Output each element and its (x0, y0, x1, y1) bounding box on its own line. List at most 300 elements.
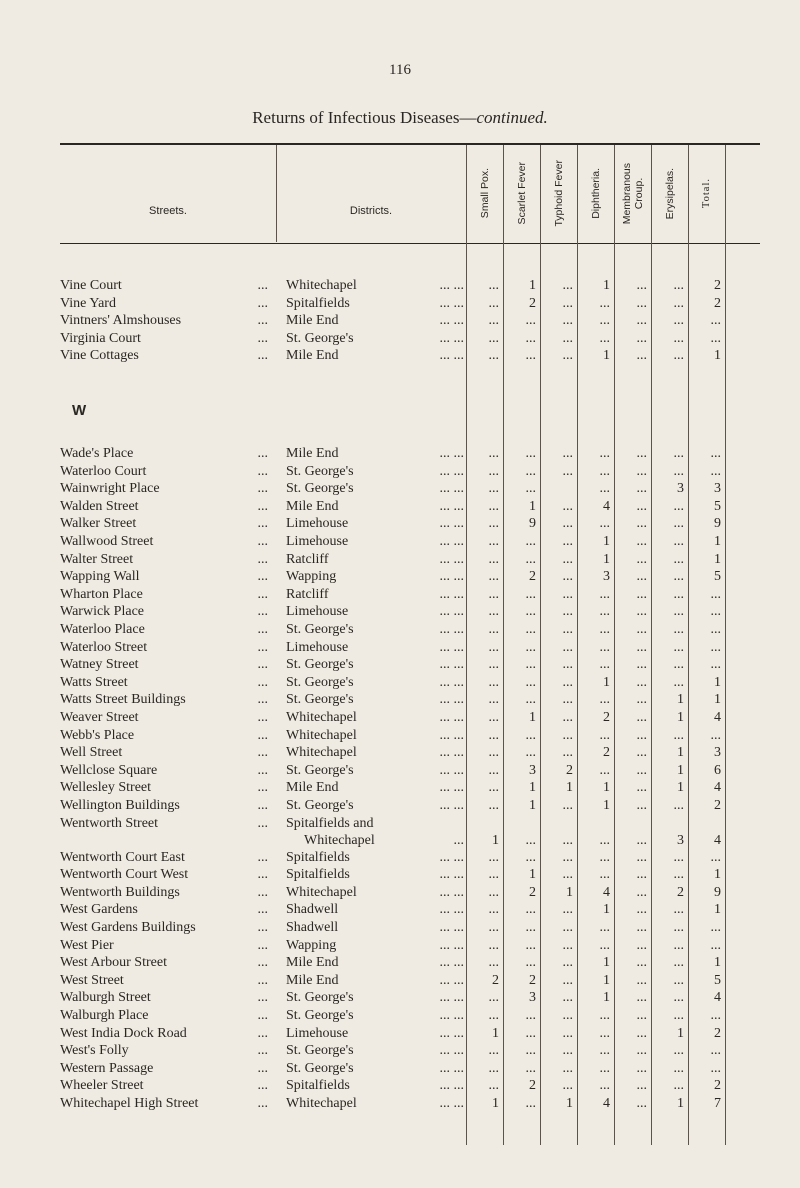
cell-total: ... (710, 657, 721, 673)
leader-dots: ... (257, 990, 268, 1006)
cell-scarlet-fever: ... (525, 692, 536, 708)
cell-typhoid-fever: ... (562, 727, 573, 743)
cell-typhoid-fever: ... (562, 972, 573, 988)
district-name: Mile End (286, 347, 345, 364)
district-name: St. George's (286, 1007, 360, 1024)
leader-dots: ... ... (439, 463, 464, 479)
header-erysipelas (651, 145, 688, 242)
district-name: St. George's (286, 797, 360, 814)
cell-diphtheria: 4 (603, 1096, 610, 1111)
cell-erysipelas: ... (673, 1078, 684, 1094)
table-row (0, 568, 800, 585)
leader-dots: ... (257, 604, 268, 620)
cell-scarlet-fever: ... (525, 1043, 536, 1059)
cell-scarlet-fever: ... (525, 586, 536, 602)
cell-typhoid-fever: ... (562, 534, 573, 549)
cell-membranous-croup: ... (636, 710, 647, 725)
cell-typhoid-fever: ... (562, 1025, 573, 1041)
district-name: Mile End (286, 445, 345, 462)
cell-typhoid-fever: ... (562, 1008, 573, 1023)
street-name: Watts Street Buildings (60, 691, 192, 708)
table-row (0, 919, 800, 936)
cell-typhoid-fever: ... (562, 569, 573, 585)
street-name: Western Passage (60, 1060, 159, 1077)
leader-dots: ... (257, 762, 268, 778)
leader-dots: ... (257, 1078, 268, 1094)
cell-membranous-croup: ... (636, 639, 647, 655)
cell-typhoid-fever: ... (562, 1043, 573, 1059)
leader-dots: ... (257, 569, 268, 585)
cell-membranous-croup: ... (636, 1025, 647, 1041)
street-name: Walburgh Street (60, 989, 157, 1006)
cell-scarlet-fever: ... (525, 604, 536, 620)
district-name: Ratcliff (286, 551, 335, 568)
leader-dots: ... ... (439, 481, 464, 497)
cell-diphtheria: 1 (603, 278, 610, 293)
street-name: West's Folly (60, 1042, 135, 1059)
cell-total: 9 (714, 884, 721, 900)
cell-smallpox: ... (488, 348, 499, 364)
leader-dots: ... (257, 1025, 268, 1041)
leader-dots: ... (453, 832, 464, 848)
cell-diphtheria: ... (599, 657, 610, 673)
cell-diphtheria: ... (599, 1008, 610, 1023)
district-name: Limehouse (286, 515, 354, 532)
cell-smallpox: ... (488, 586, 499, 602)
leader-dots: ... (257, 1060, 268, 1076)
street-name: Walter Street (60, 551, 139, 568)
cell-total: 1 (714, 692, 721, 708)
leader-dots: ... ... (439, 534, 464, 549)
cell-erysipelas: ... (673, 639, 684, 655)
cell-erysipelas: ... (673, 674, 684, 690)
cell-erysipelas: ... (673, 516, 684, 532)
title-text: Returns of Infectious Diseases— (252, 108, 477, 127)
leader-dots: ... ... (439, 657, 464, 673)
cell-scarlet-fever: ... (525, 1060, 536, 1076)
district-name: Spitalfields (286, 1077, 356, 1094)
district-name: Mile End (286, 498, 345, 515)
cell-typhoid-fever: ... (562, 622, 573, 637)
leader-dots: ... ... (439, 762, 464, 778)
cell-erysipelas: ... (673, 902, 684, 918)
street-name: Wellclose Square (60, 762, 163, 779)
cell-smallpox: ... (488, 902, 499, 918)
header-diphtheria (577, 145, 614, 242)
cell-erysipelas: ... (673, 295, 684, 311)
cell-membranous-croup: ... (636, 745, 647, 761)
cell-membranous-croup: ... (636, 657, 647, 673)
table-row (0, 347, 800, 364)
table-row (0, 639, 800, 656)
leader-dots: ... ... (439, 972, 464, 988)
cell-diphtheria: ... (599, 604, 610, 620)
cell-erysipelas: ... (673, 657, 684, 673)
cell-scarlet-fever: 1 (529, 780, 536, 796)
cell-typhoid-fever: ... (562, 639, 573, 655)
street-name: Walburgh Place (60, 1007, 154, 1024)
table-row (0, 1025, 800, 1042)
cell-scarlet-fever: 3 (529, 990, 536, 1006)
leader-dots: ... (257, 446, 268, 461)
leader-dots: ... (257, 330, 268, 346)
table-row (0, 656, 800, 673)
page-number: 116 (389, 62, 411, 78)
cell-erysipelas: ... (673, 569, 684, 585)
street-name: West Pier (60, 937, 120, 954)
cell-scarlet-fever: ... (525, 920, 536, 935)
cell-smallpox: 1 (492, 1096, 499, 1111)
table-row (0, 1077, 800, 1094)
cell-diphtheria: ... (599, 1043, 610, 1059)
cell-membranous-croup: ... (636, 990, 647, 1006)
cell-total: 4 (714, 832, 721, 848)
leader-dots: ... ... (439, 745, 464, 761)
cell-diphtheria: ... (599, 516, 610, 532)
street-name: Wentworth Court East (60, 849, 191, 866)
cell-typhoid-fever: 1 (566, 884, 573, 900)
cell-membranous-croup: ... (636, 313, 647, 329)
leader-dots: ... (257, 902, 268, 918)
district-name: Limehouse (286, 603, 354, 620)
cell-total: ... (710, 937, 721, 953)
table-row (0, 551, 800, 568)
cell-typhoid-fever: ... (562, 920, 573, 935)
cell-erysipelas: ... (673, 278, 684, 293)
cell-total: ... (710, 1060, 721, 1076)
leader-dots: ... (257, 657, 268, 673)
cell-total: 1 (714, 551, 721, 567)
district-name: St. George's (286, 330, 360, 347)
street-name: Vine Cottages (60, 347, 145, 364)
cell-total: 3 (714, 481, 721, 497)
cell-total: 2 (714, 295, 721, 311)
cell-membranous-croup: ... (636, 867, 647, 883)
cell-total: 1 (714, 867, 721, 883)
cell-smallpox: ... (488, 884, 499, 900)
cell-smallpox: ... (488, 551, 499, 567)
district-name: Wapping (286, 937, 342, 954)
table-row (0, 937, 800, 954)
district-name: Limehouse (286, 1025, 354, 1042)
cell-total: 1 (714, 534, 721, 549)
cell-membranous-croup: ... (636, 604, 647, 620)
cell-diphtheria: ... (599, 481, 610, 497)
cell-membranous-croup: ... (636, 1008, 647, 1023)
cell-membranous-croup: ... (636, 498, 647, 514)
street-name: Waterloo Street (60, 639, 153, 656)
cell-smallpox: ... (488, 313, 499, 329)
cell-diphtheria: ... (599, 692, 610, 708)
leader-dots: ... ... (439, 710, 464, 725)
cell-typhoid-fever: ... (562, 516, 573, 532)
cell-typhoid-fever: ... (562, 955, 573, 971)
cell-erysipelas: ... (673, 727, 684, 743)
table-row (0, 901, 800, 918)
leader-dots: ... ... (439, 1060, 464, 1076)
cell-typhoid-fever: ... (562, 798, 573, 813)
cell-membranous-croup: ... (636, 674, 647, 690)
leader-dots: ... ... (439, 727, 464, 743)
cell-typhoid-fever: ... (562, 937, 573, 953)
cell-diphtheria: ... (599, 622, 610, 637)
cell-diphtheria: 4 (603, 498, 610, 514)
cell-typhoid-fever: ... (562, 463, 573, 479)
cell-erysipelas: ... (673, 798, 684, 813)
cell-diphtheria: 1 (603, 955, 610, 971)
table-row (0, 480, 800, 497)
cell-diphtheria: 3 (603, 569, 610, 585)
cell-smallpox: ... (488, 446, 499, 461)
cell-scarlet-fever: 9 (529, 516, 536, 532)
header-districts: Districts. (349, 205, 393, 217)
cell-membranous-croup: ... (636, 551, 647, 567)
cell-erysipelas: ... (673, 1008, 684, 1023)
leader-dots: ... (257, 745, 268, 761)
cell-erysipelas: ... (673, 990, 684, 1006)
cell-diphtheria: ... (599, 832, 610, 848)
cell-membranous-croup: ... (636, 972, 647, 988)
leader-dots: ... ... (439, 990, 464, 1006)
district-name: Mile End (286, 312, 345, 329)
leader-dots: ... (257, 463, 268, 479)
district-name: St. George's (286, 762, 360, 779)
cell-total: 4 (714, 990, 721, 1006)
header-label: Diphtheria. (589, 168, 602, 219)
cell-scarlet-fever: ... (525, 657, 536, 673)
cell-membranous-croup: ... (636, 586, 647, 602)
street-name: Wentworth Street (60, 815, 164, 832)
table-row (0, 779, 800, 796)
cell-typhoid-fever: ... (562, 990, 573, 1006)
cell-scarlet-fever: ... (525, 622, 536, 637)
district-name: Limehouse (286, 533, 354, 550)
cell-membranous-croup: ... (636, 1043, 647, 1059)
cell-diphtheria: ... (599, 313, 610, 329)
leader-dots: ... ... (439, 902, 464, 918)
street-name: Wallwood Street (60, 533, 159, 550)
cell-smallpox: ... (488, 330, 499, 346)
cell-diphtheria: ... (599, 463, 610, 479)
street-name: Warwick Place (60, 603, 150, 620)
cell-total: ... (710, 604, 721, 620)
cell-smallpox: ... (488, 867, 499, 883)
cell-total: 4 (714, 710, 721, 725)
cell-diphtheria: ... (599, 1025, 610, 1041)
street-name: Walden Street (60, 498, 145, 515)
cell-scarlet-fever: ... (525, 348, 536, 364)
cell-total: 1 (714, 955, 721, 971)
street-name: West Street (60, 972, 130, 989)
leader-dots: ... (257, 639, 268, 655)
cell-smallpox: ... (488, 849, 499, 865)
leader-dots: ... ... (439, 498, 464, 514)
cell-smallpox: ... (488, 657, 499, 673)
cell-smallpox: ... (488, 745, 499, 761)
cell-diphtheria: 1 (603, 348, 610, 364)
leader-dots: ... (257, 920, 268, 935)
cell-erysipelas: ... (673, 330, 684, 346)
district-name-line2: Whitechapel (304, 832, 375, 848)
street-name: Wade's Place (60, 445, 139, 462)
cell-membranous-croup: ... (636, 295, 647, 311)
cell-membranous-croup: ... (636, 516, 647, 532)
street-name: Whitechapel High Street (60, 1095, 204, 1112)
cell-erysipelas: ... (673, 972, 684, 988)
district-name: Whitechapel (286, 884, 363, 901)
cell-typhoid-fever: ... (562, 278, 573, 293)
leader-dots: ... ... (439, 1078, 464, 1094)
leader-dots: ... (257, 692, 268, 708)
leader-dots: ... ... (439, 920, 464, 935)
cell-typhoid-fever: ... (562, 867, 573, 883)
cell-membranous-croup: ... (636, 534, 647, 549)
table-row (0, 972, 800, 989)
cell-membranous-croup: ... (636, 1096, 647, 1111)
table-row (0, 463, 800, 480)
leader-dots: ... (257, 727, 268, 743)
cell-smallpox: ... (488, 710, 499, 725)
leader-dots: ... ... (439, 674, 464, 690)
street-name: Weaver Street (60, 709, 145, 726)
cell-scarlet-fever: ... (525, 330, 536, 346)
cell-typhoid-fever: ... (562, 604, 573, 620)
cell-total: 5 (714, 972, 721, 988)
table-row (0, 533, 800, 550)
district-name: St. George's (286, 463, 360, 480)
street-name: Waterloo Court (60, 463, 152, 480)
header-smallpox (466, 145, 503, 242)
cell-total: 4 (714, 780, 721, 796)
leader-dots: ... (257, 534, 268, 549)
cell-typhoid-fever: ... (562, 498, 573, 514)
district-name: Wapping (286, 568, 342, 585)
district-name: Spitalfields (286, 295, 356, 312)
header-label: Scarlet Fever (515, 162, 528, 225)
page-title (0, 108, 800, 128)
cell-smallpox: ... (488, 295, 499, 311)
district-name: Ratcliff (286, 586, 335, 603)
cell-typhoid-fever: ... (562, 446, 573, 461)
cell-scarlet-fever: 2 (529, 884, 536, 900)
cell-total: ... (710, 639, 721, 655)
cell-smallpox: ... (488, 498, 499, 514)
cell-membranous-croup: ... (636, 463, 647, 479)
leader-dots: ... ... (439, 348, 464, 364)
cell-smallpox: ... (488, 1060, 499, 1076)
cell-diphtheria: 1 (603, 798, 610, 813)
cell-diphtheria: 2 (603, 745, 610, 761)
table-row (0, 727, 800, 744)
cell-membranous-croup: ... (636, 348, 647, 364)
leader-dots: ... ... (439, 849, 464, 865)
table-row (0, 691, 800, 708)
district-name: Mile End (286, 972, 345, 989)
leader-dots: ... ... (439, 937, 464, 953)
header-streets: Streets. (149, 205, 187, 217)
cell-smallpox: ... (488, 692, 499, 708)
district-name: Spitalfields (286, 866, 356, 883)
cell-total: 1 (714, 348, 721, 364)
street-name: West Gardens (60, 901, 144, 918)
leader-dots: ... (257, 551, 268, 567)
cell-total: ... (710, 446, 721, 461)
street-name: Webb's Place (60, 727, 140, 744)
cell-smallpox: ... (488, 1008, 499, 1023)
table-row (0, 1042, 800, 1059)
cell-scarlet-fever: 1 (529, 278, 536, 293)
table-row (0, 312, 800, 329)
cell-scarlet-fever: 1 (529, 498, 536, 514)
cell-diphtheria: 1 (603, 551, 610, 567)
leader-dots: ... ... (439, 692, 464, 708)
district-name: Whitechapel (286, 1095, 363, 1112)
cell-scarlet-fever: ... (525, 313, 536, 329)
cell-typhoid-fever: 2 (566, 762, 573, 778)
table-row (0, 515, 800, 532)
leader-dots: ... ... (439, 955, 464, 971)
street-name: Wheeler Street (60, 1077, 150, 1094)
leader-dots: ... ... (439, 1096, 464, 1111)
cell-diphtheria: ... (599, 446, 610, 461)
table-row (0, 762, 800, 779)
cell-smallpox: ... (488, 727, 499, 743)
table-row (0, 1095, 800, 1112)
leader-dots: ... (257, 622, 268, 637)
table-row (0, 295, 800, 312)
cell-smallpox: ... (488, 569, 499, 585)
table-row (0, 603, 800, 620)
leader-dots: ... (257, 313, 268, 329)
street-name: West Gardens Buildings (60, 919, 202, 936)
cell-smallpox: 1 (492, 832, 499, 848)
cell-smallpox: ... (488, 516, 499, 532)
cell-total: ... (710, 920, 721, 935)
street-name: West India Dock Road (60, 1025, 193, 1042)
cell-diphtheria: 1 (603, 972, 610, 988)
cell-erysipelas: ... (673, 534, 684, 549)
cell-scarlet-fever: 2 (529, 569, 536, 585)
cell-total: 2 (714, 1025, 721, 1041)
leader-dots: ... ... (439, 867, 464, 883)
cell-total: ... (710, 1043, 721, 1059)
district-name: St. George's (286, 621, 360, 638)
street-name: Vintners' Almshouses (60, 312, 187, 329)
leader-dots: ... (257, 481, 268, 497)
cell-scarlet-fever: ... (525, 481, 536, 497)
cell-typhoid-fever: ... (562, 1060, 573, 1076)
cell-total: ... (710, 849, 721, 865)
cell-membranous-croup: ... (636, 832, 647, 848)
leader-dots: ... ... (439, 780, 464, 796)
leader-dots: ... (257, 278, 268, 293)
cell-total: ... (710, 727, 721, 743)
cell-erysipelas: 3 (677, 481, 684, 497)
cell-erysipelas: ... (673, 1060, 684, 1076)
cell-typhoid-fever: ... (562, 692, 573, 708)
leader-dots: ... (257, 798, 268, 813)
street-name: West Arbour Street (60, 954, 173, 971)
cell-smallpox: ... (488, 481, 499, 497)
cell-scarlet-fever: ... (525, 639, 536, 655)
leader-dots: ... (257, 780, 268, 796)
cell-erysipelas: 1 (677, 762, 684, 778)
cell-typhoid-fever: ... (562, 330, 573, 346)
cell-smallpox: ... (488, 990, 499, 1006)
leader-dots: ... ... (439, 278, 464, 293)
header-label: Typhoid Fever (552, 160, 565, 227)
cell-membranous-croup: ... (636, 278, 647, 293)
